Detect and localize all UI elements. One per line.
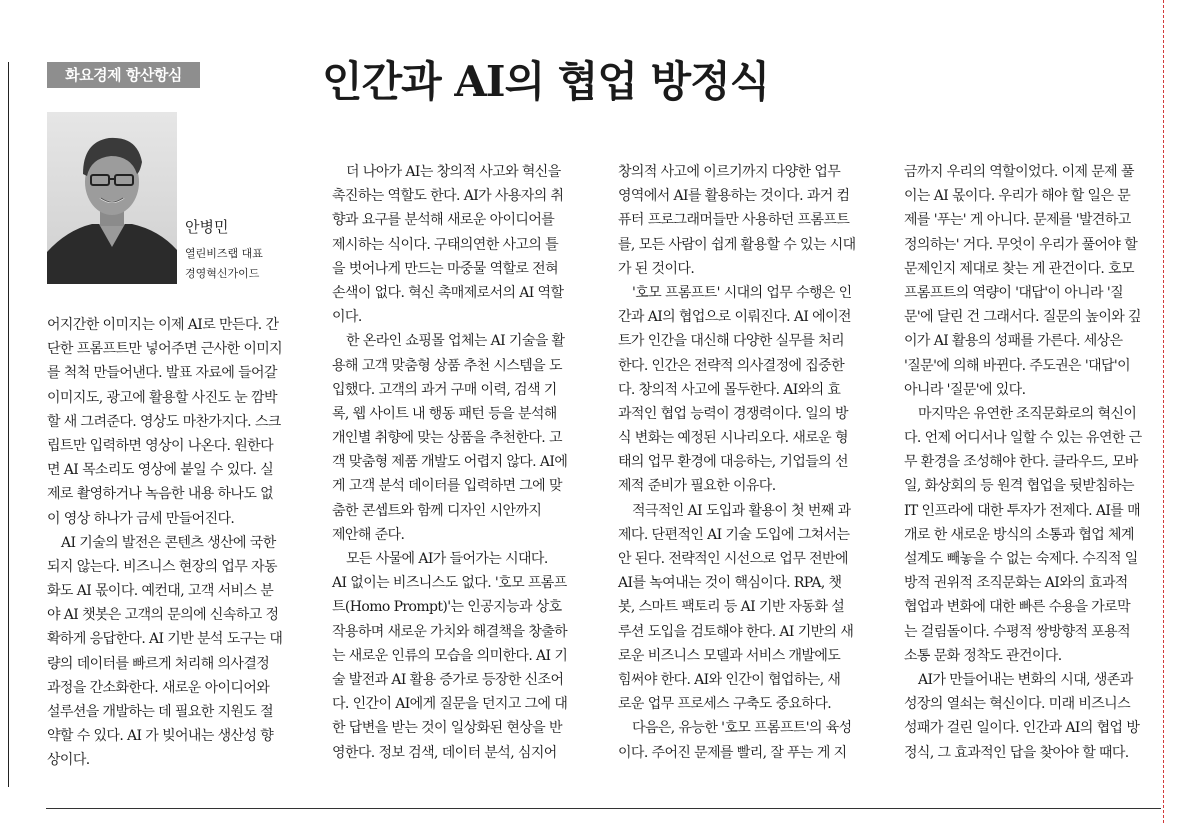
article-text-line: 무 환경을 조성해야 한다. 클라우드, 모바 (904, 454, 1138, 471)
left-column-rule (8, 62, 9, 787)
article-text-line: 영역에서 AI를 활용하는 것이다. 과거 컴 (618, 188, 850, 205)
article-text-line: 트(Homo Prompt)'는 인공지능과 상호 (332, 599, 562, 616)
author-name: 안병민 (185, 218, 229, 236)
article-text-line: '질문'에 의해 바뀐다. 주도권은 '대답'이 (904, 357, 1131, 374)
author-photo (47, 112, 177, 284)
section-tag: 화요경제 항산항심 (47, 62, 200, 88)
article-text-line: 창의적 사고에 이르기까지 다양한 업무 (618, 164, 841, 180)
article-text-line: 퓨터 프로그래머들만 사용하던 프롬프트 (618, 212, 850, 229)
article-text-line: AI 없이는 비즈니스도 없다. '호모 프롬프 (332, 575, 567, 592)
page-cut-guide (1163, 0, 1164, 823)
article-text-line: 영한다. 정보 검색, 데이터 분석, 심지어 (332, 744, 557, 761)
article-text-line: AI가 만들어내는 변화의 시대, 생존과 (918, 671, 1133, 688)
article-text-line: 금까지 우리의 역할이었다. 이제 문제 풀 (904, 164, 1134, 180)
article-text-line: 면 AI 목소리도 영상에 붙일 수 있다. 실 (47, 462, 274, 479)
article-text-line: 화도 AI 몫이다. 예컨대, 고객 서비스 분 (47, 583, 274, 600)
article-text-line: 이는 AI 몫이다. 우리가 해야 할 일은 문 (904, 188, 1131, 205)
article-text-line: 객 맞춤형 제품 개발도 어렵지 않다. AI에 (332, 454, 568, 471)
author-title-line: 경영혁신가이드 (185, 267, 260, 280)
article-text-line: 프롬프트의 역량이 '대답'이 아니라 '질 (904, 284, 1124, 301)
article-text-line: 문'에 달린 건 그래서다. 질문의 높이와 깊 (904, 309, 1141, 326)
article-text-line: 를, 모든 사람이 쉽게 활용할 수 있는 시대 (618, 236, 856, 253)
article-text-line: 적극적인 AI 도입과 활용이 첫 번째 과 (632, 502, 851, 519)
article-text-line: 상이다. (47, 752, 90, 769)
article-text-line: 제안해 준다. (332, 526, 405, 543)
article-text-line: 입했다. 고객의 과거 구매 이력, 검색 기 (332, 381, 557, 398)
article-text-line: 량의 데이터를 빠르게 처리해 의사결정 (47, 655, 270, 672)
article-headline: 인간과 AI의 협업 방정식 (322, 57, 770, 106)
article-text-line: 더 나아가 AI는 창의적 사고와 혁신을 (346, 164, 561, 180)
article-text-line: 한다. 인간은 전략적 의사결정에 집중한 (618, 357, 845, 374)
article-text-line: 설계도 빼놓을 수 없는 숙제다. 수직적 일 (904, 551, 1138, 567)
article-text-line: 이가 AI 활용의 성패를 가른다. 세상은 (904, 333, 1123, 350)
article-text-line: 한 온라인 쇼핑몰 업체는 AI 기술을 활 (346, 333, 565, 350)
article-text-line: 을 벗어나게 만드는 마중물 역할로 전혀 (332, 260, 559, 277)
article-text-line: 단한 프롬프트만 넣어주면 근사한 이미지 (47, 341, 283, 358)
article-column-1 (47, 313, 294, 773)
article-text-line: 립트만 입력하면 영상이 나온다. 원한다 (47, 437, 274, 454)
article-text-line: 손색이 없다. 혁신 촉매제로서의 AI 역할 (332, 284, 564, 301)
article-text-line: 트가 인간을 대신해 다양한 실무를 처리 (618, 333, 845, 350)
article-text-line: 다. 언제 어디서나 일할 수 있는 유연한 근 (904, 430, 1142, 447)
article-text-line: 다. 인간이 AI에게 질문을 던지고 그에 대 (332, 696, 568, 713)
article-text-line: 로운 업무 프로세스 구축도 중요하다. (618, 696, 832, 713)
article-text-line: 소통 문화 정착도 관건이다. (904, 647, 1062, 664)
article-text-line: 제적 준비가 필요한 이유다. (618, 478, 776, 495)
author-title-line: 열린비즈랩 대표 (185, 247, 263, 260)
bottom-rule (46, 808, 1161, 809)
article-text-line: 할 새 그려준다. 영상도 마찬가지다. 스크 (47, 413, 281, 430)
article-text-line: 과적인 협업 능력이 경쟁력이다. 일의 방 (618, 405, 848, 422)
article-text-line: 확하게 응답한다. AI 기반 분석 도구는 대 (47, 631, 283, 648)
article-text-line: 춤한 콘셉트와 함께 디자인 시안까지 (332, 502, 542, 519)
article-text-line: 제다. 단편적인 AI 기술 도입에 그쳐서는 (618, 526, 850, 543)
article-text-line: 다. 창의적 사고에 몰두한다. AI와의 효 (618, 381, 841, 398)
article-text-line: '호모 프롬프트' 시대의 업무 수행은 인 (632, 284, 852, 301)
article-text-line: 정의하는' 거다. 무엇이 우리가 풀어야 할 (904, 236, 1138, 253)
article-text-line: 제시하는 식이다. 구태의연한 사고의 틀 (332, 236, 559, 253)
article-text-line: 태의 업무 환경에 대응하는, 기업들의 선 (618, 454, 848, 471)
article-text-line: 이미지도, 광고에 활용할 사진도 눈 깜박 (47, 389, 277, 406)
article-text-line: 마지막은 유연한 조직문화로의 혁신이 (918, 405, 1137, 422)
article-text-line: 어지간한 이미지는 이제 AI로 만든다. 간 (47, 317, 279, 333)
article-text-line: 성장의 열쇠는 혁신이다. 미래 비즈니스 (904, 696, 1131, 713)
article-text-line: 일, 화상회의 등 원격 협업을 뒷받침하는 (904, 478, 1134, 495)
article-text-line: 힘써야 한다. AI와 인간이 협업하는, 새 (618, 671, 841, 688)
article-text-line: 제를 '푸는' 게 아니다. 문제를 '발견하고 (904, 212, 1131, 229)
article-text-line: 게 고객 분석 데이터를 입력하면 그에 맞 (332, 478, 562, 495)
article-text-line: AI 기술의 발전은 콘텐츠 생산에 국한 (61, 534, 276, 551)
article-text-line: 되지 않는다. 비즈니스 현장의 업무 자동 (47, 558, 277, 575)
article-text-line: 술 발전과 AI 활용 증가로 등장한 신조어 (332, 671, 564, 688)
article-text-line: 방적 권위적 조직문화는 AI와의 효과적 (904, 575, 1128, 592)
article-text-line: 봇, 스마트 팩토리 등 AI 기반 자동화 설 (618, 599, 845, 616)
article-column-4 (904, 160, 1162, 765)
article-text-line: 식 변화는 예정된 시나리오다. 새로운 형 (618, 430, 848, 447)
article-text-line: IT 인프라에 대한 투자가 전제다. AI를 매 (904, 502, 1140, 519)
article-text-line: 촉진하는 역할도 한다. AI가 사용자의 취 (332, 188, 564, 205)
article-text-line: 성패가 걸린 일이다. 인간과 AI의 협업 방 (904, 720, 1140, 737)
article-column-2 (332, 160, 592, 765)
article-text-line: 용해 고객 맞춤형 상품 추천 시스템을 도 (332, 357, 562, 374)
author-portrait-image (47, 112, 177, 284)
article-text-line: 제로 촬영하거나 녹음한 내용 하나도 없 (47, 486, 274, 503)
article-text-line: 설루션을 개발하는 데 필요한 지원도 절 (47, 704, 274, 720)
article-text-line: 이 영상 하나가 금세 만들어진다. (47, 510, 235, 527)
article-text-line: 이다. 주어진 문제를 빨리, 잘 푸는 게 지 (618, 744, 847, 761)
article-text-line: 작용하며 새로운 가치와 해결책을 창출하 (332, 623, 568, 640)
article-text-line: 는 새로운 인류의 모습을 의미한다. AI 기 (332, 647, 568, 664)
article-text-line: 협업과 변화에 대한 빠른 수용을 가로막 (904, 599, 1131, 616)
article-text-line: 개인별 취향에 맞는 상품을 추천한다. 고 (332, 430, 562, 447)
article-text-line: 다음은, 유능한 '호모 프롬프트'의 육성 (632, 720, 852, 737)
article-text-line: 가 된 것이다. (618, 260, 695, 277)
article-text-line: 모든 사물에 AI가 들어가는 시대다. (346, 551, 548, 567)
article-text-line: 로운 비즈니스 모델과 서비스 개발에도 (618, 647, 841, 664)
article-text-line: 한 답변을 받는 것이 일상화된 현상을 반 (332, 720, 562, 737)
article-text-line: 과정을 간소화한다. 새로운 아이디어와 (47, 679, 270, 696)
article-text-line: 안 된다. 전략적인 시선으로 업무 전반에 (618, 551, 848, 567)
article-text-line: 문제인지 제대로 찾는 게 관건이다. 호모 (904, 260, 1134, 277)
author-title (185, 244, 263, 284)
article-text-line: 야 AI 챗봇은 고객의 문의에 신속하고 정 (47, 607, 279, 624)
article-text-line: 간과 AI의 협업으로 이뤄진다. AI 에이전 (618, 309, 851, 326)
article-text-line: 를 척척 만들어낸다. 발표 자료에 들어갈 (47, 365, 277, 382)
article-text-line: 는 걸림돌이다. 수평적 쌍방향적 포용적 (904, 623, 1131, 640)
article-text-line: 개로 한 새로운 방식의 소통과 협업 체계 (904, 526, 1134, 543)
article-text-line: AI를 녹여내는 것이 핵심이다. RPA, 챗 (618, 575, 842, 592)
article-column-3 (618, 160, 880, 765)
article-text-line: 록, 웹 사이트 내 행동 패턴 등을 분석해 (332, 405, 557, 422)
article-text-line: 정식, 그 효과적인 답을 찾아야 할 때다. (904, 744, 1129, 761)
article-text-line: 향과 요구를 분석해 새로운 아이디어를 (332, 212, 555, 229)
article-text-line: 약할 수 있다. AI 가 빚어내는 생산성 향 (47, 728, 274, 745)
article-text-line: 루션 도입을 검토해야 한다. AI 기반의 새 (618, 623, 854, 640)
article-text-line: 아니라 '질문'에 있다. (904, 381, 1026, 398)
article-text-line: 이다. (332, 309, 362, 326)
